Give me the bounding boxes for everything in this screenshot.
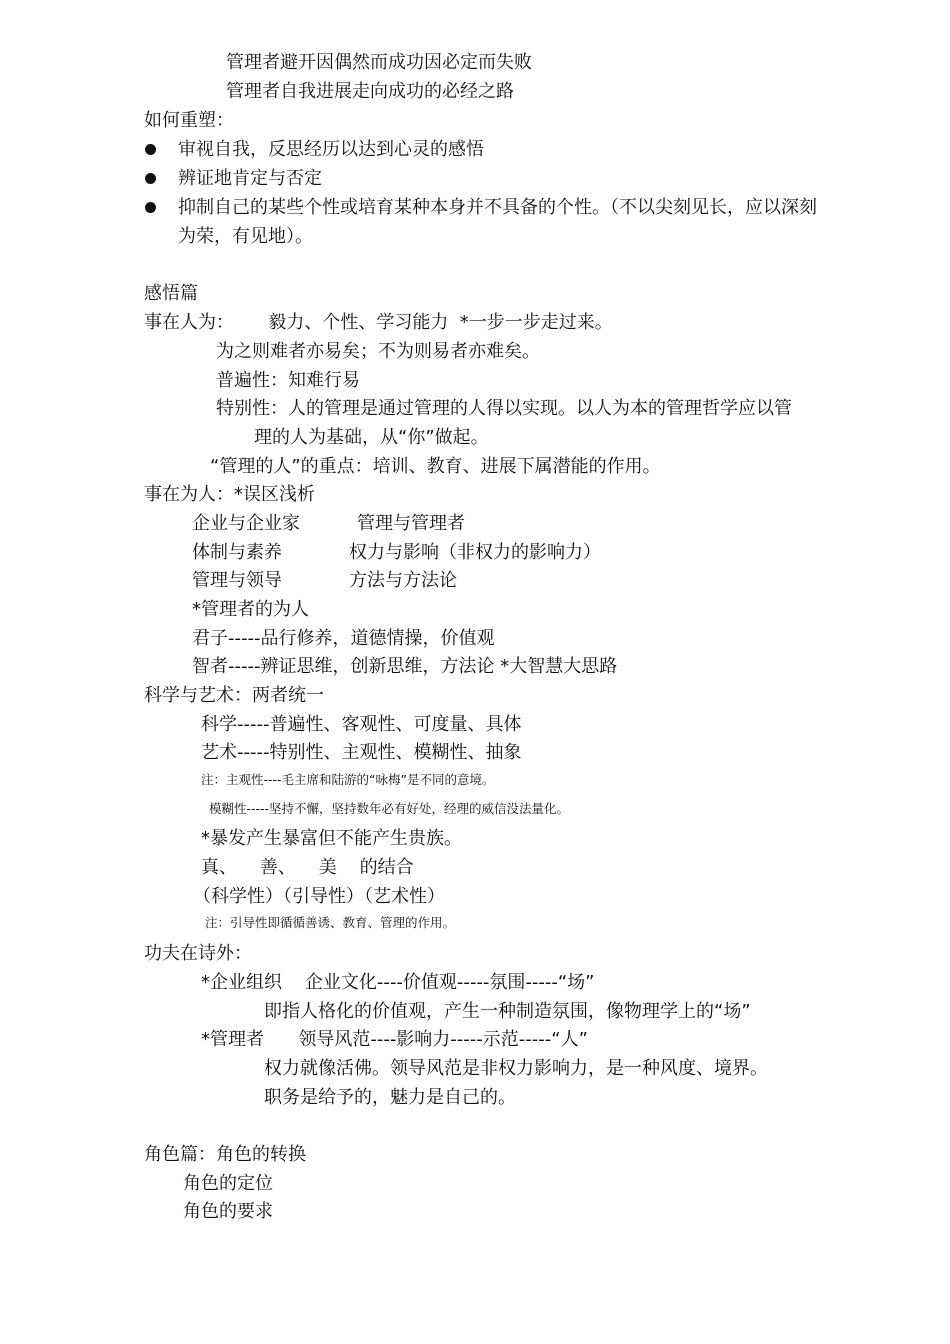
text-line: 君子-----品行修养，道德情操，价值观 <box>192 628 495 649</box>
note-line: 注：引导性即循循善诱、教育、管理的作用。 <box>205 915 456 930</box>
text-line: 职务是给予的，魅力是自己的。 <box>264 1087 516 1108</box>
text-line: 管理者避开因偶然而成功因必定而失败 <box>226 52 532 73</box>
text-line: 权力就像活佛。领导风范是非权力影响力，是一种风度、境界。 <box>264 1058 768 1079</box>
section-heading: 功夫在诗外： <box>144 943 252 964</box>
text-line: “管理的人”的重点：培训、教育、进展下属潜能的作用。 <box>210 456 661 477</box>
text-line: （科学性）（引导性）（艺术性） <box>193 886 445 907</box>
text-line: 普遍性：知难行易 <box>216 370 360 391</box>
text-line: 管理者自我进展走向成功的必经之路 <box>226 81 514 102</box>
text-line: 智者-----辨证思维，创新思维，方法论 *大智慧大思路 <box>192 656 618 677</box>
section-heading: 如何重塑： <box>144 110 234 131</box>
text-line: *管理者的为人 <box>192 599 309 620</box>
text-line: 即指人格化的价值观，产生一种制造氛围，像物理学上的“场” <box>264 1001 751 1022</box>
text-line: 角色的定位 <box>183 1173 273 1194</box>
section-heading: 科学与艺术：两者统一 <box>144 685 324 706</box>
list-item: 辨证地肯定与否定 <box>178 168 322 189</box>
text-line: *暴发产生暴富但不能产生贵族。 <box>201 828 462 849</box>
list-item-continuation: 为荣，有见地）。 <box>178 226 313 247</box>
note-line: 模糊性-----坚持不懈，坚持数年必有好处，经理的威信没法量化。 <box>209 801 570 816</box>
text-line: 理的人为基础，从“你”做起。 <box>254 427 489 448</box>
bullet-icon <box>145 144 156 155</box>
text-line: 事在人为： 毅力、个性、学习能力 *一步一步走过来。 <box>144 312 613 333</box>
text-line: 管理与管理者 <box>357 513 465 534</box>
text-line: 体制与素养 <box>192 542 282 563</box>
text-line: 企业与企业家 <box>192 513 300 534</box>
text-line: 角色的要求 <box>183 1201 273 1222</box>
text-line: 艺术-----特别性、主观性、模糊性、抽象 <box>201 742 522 763</box>
note-line: 注：主观性----毛主席和陆游的“咏梅”是不同的意境。 <box>201 772 495 787</box>
text-line: 管理与领导 <box>192 570 282 591</box>
text-line: 方法与方法论 <box>349 570 457 591</box>
text-line: 特别性：人的管理是通过管理的人得以实现。以人为本的管理哲学应以管 <box>216 398 792 419</box>
list-item: 审视自我，反思经历以达到心灵的感悟 <box>178 139 484 160</box>
text-line: *管理者 领导风范----影响力-----示范-----“人” <box>201 1029 588 1050</box>
text-line: 真、 善、 美 的结合 <box>201 857 414 878</box>
section-heading: 角色篇：角色的转换 <box>144 1144 306 1165</box>
bullet-icon <box>145 202 156 213</box>
text-line: 科学-----普遍性、客观性、可度量、具体 <box>201 714 522 735</box>
bullet-icon <box>145 173 156 184</box>
section-heading: 事在为人：*误区浅析 <box>144 484 315 505</box>
list-item: 抑制自己的某些个性或培育某种本身并不具备的个性。（不以尖刻见长，应以深刻 <box>178 197 817 218</box>
text-line: 权力与影响（非权力的影响力） <box>349 542 601 563</box>
text-line: 为之则难者亦易矣；不为则易者亦难矣。 <box>216 341 540 362</box>
text-line: *企业组织 企业文化----价值观-----氛围-----“场” <box>201 972 595 993</box>
section-heading: 感悟篇 <box>144 283 198 304</box>
